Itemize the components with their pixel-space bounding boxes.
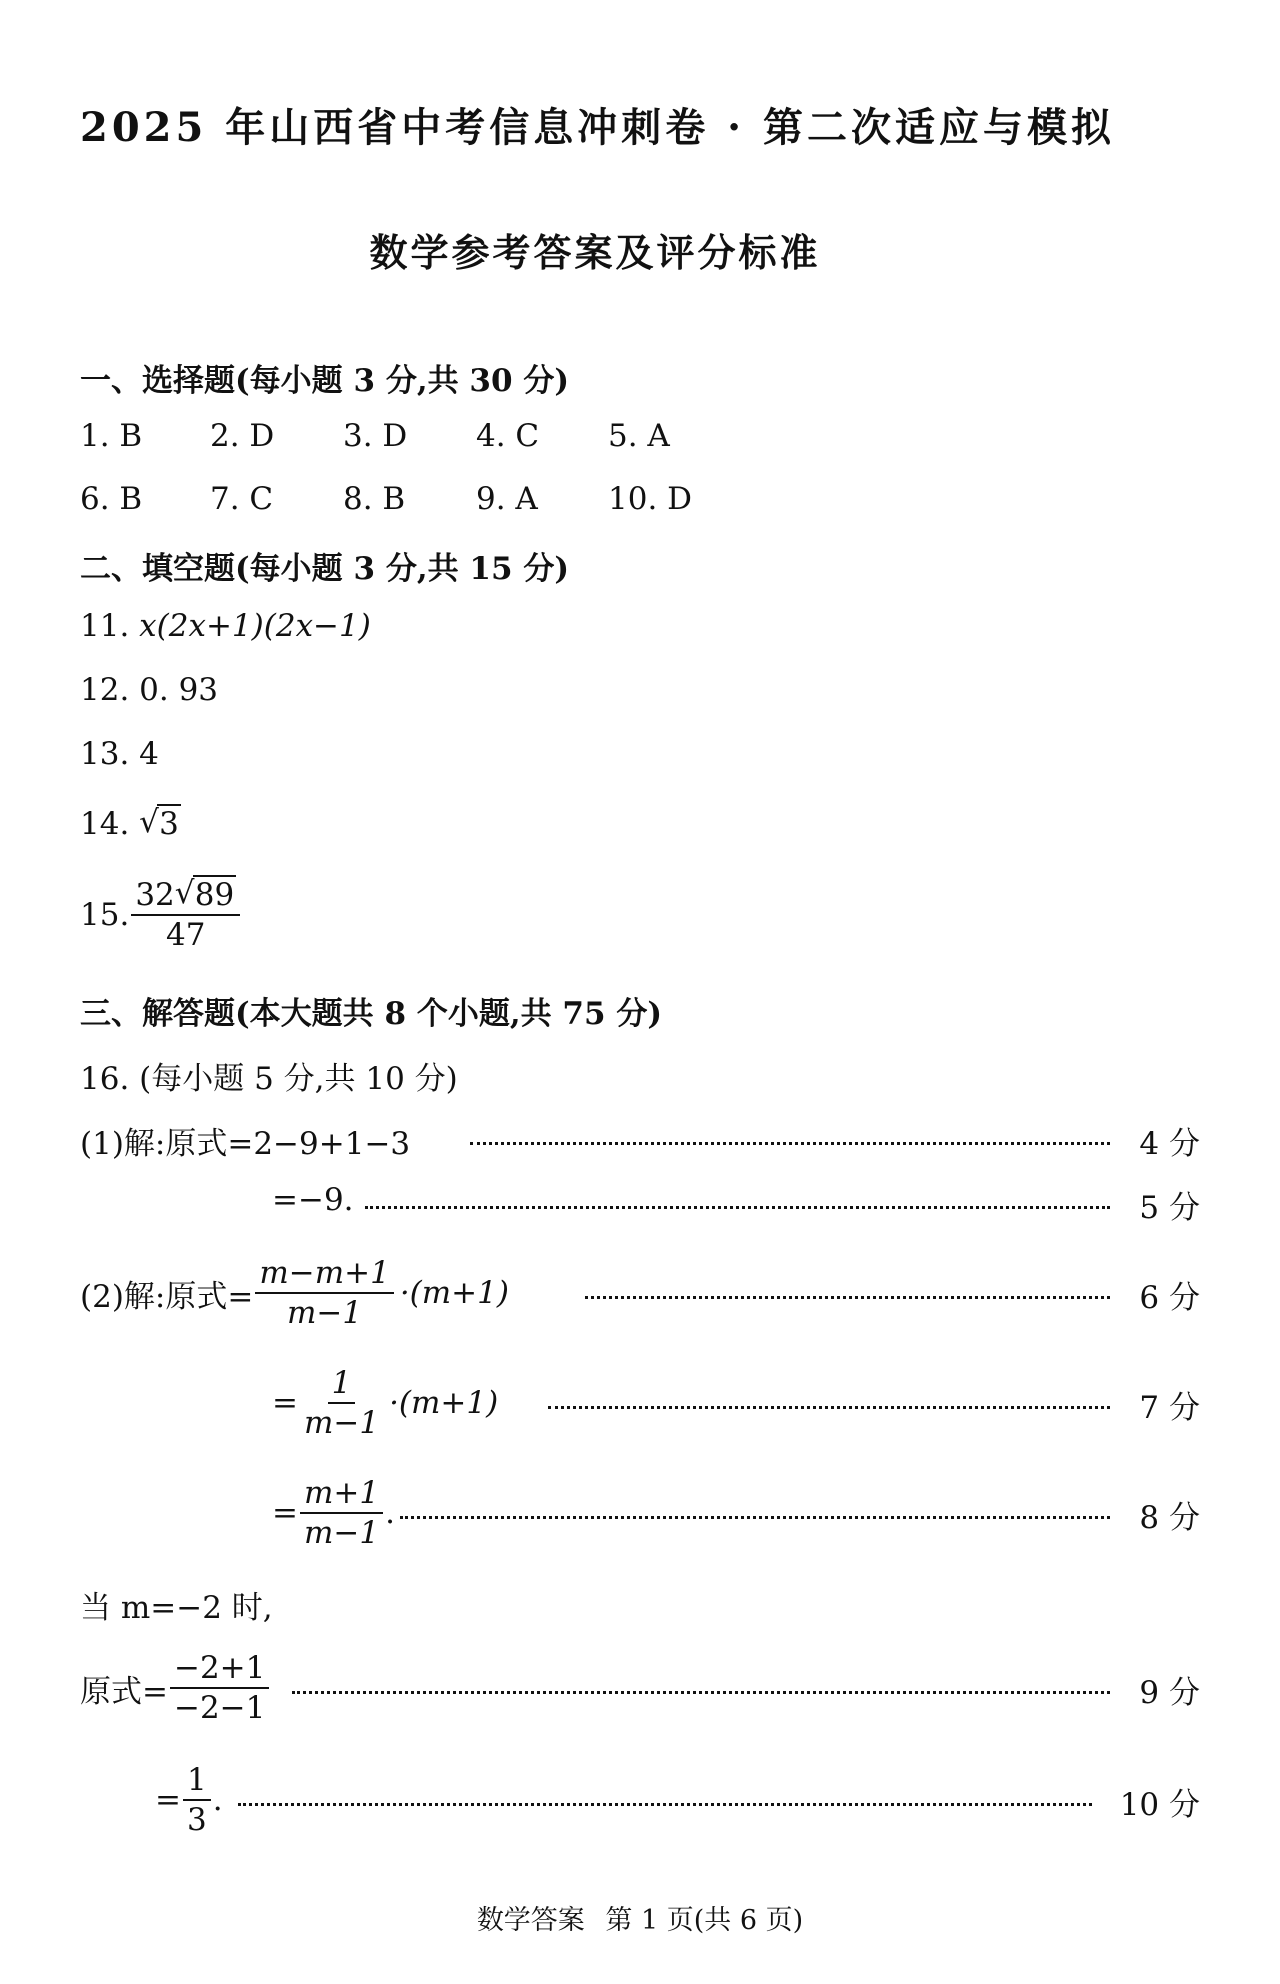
answer-6: 6. B [80, 481, 143, 517]
q16-part2-line1 [80, 1248, 509, 1338]
answer-1: 1. B [80, 418, 143, 454]
dotted-leader [238, 1803, 1092, 1808]
section-heading-fill: 二、填空题(每小题 3 分,共 15 分) [80, 551, 570, 587]
q16-part1-line1: (1)解:原式=2−9+1−3 [80, 1126, 411, 1162]
section-heading-solve: 三、解答题(本大题共 8 个小题,共 75 分) [80, 996, 663, 1032]
answer-11-value: x(2x+1)(2x−1) [139, 608, 371, 644]
q16-part2-line3 [272, 1468, 395, 1558]
period: . [212, 1782, 223, 1818]
answer-8: 8. B [343, 481, 406, 517]
denominator: −2−1 [173, 1690, 266, 1726]
answer-9: 9. A [476, 481, 538, 517]
denominator: 3 [186, 1802, 207, 1838]
numerator: m+1 [300, 1476, 383, 1514]
score-4: 4 分 [1139, 1126, 1200, 1162]
evaluation-line2 [155, 1755, 223, 1845]
multiply-term: ·(m+1) [389, 1385, 499, 1421]
dotted-leader [292, 1691, 1110, 1696]
question-16-heading: 16. (每小题 5 分,共 10 分) [80, 1061, 458, 1097]
answer-14-radicand: 3 [159, 806, 179, 842]
score-5: 5 分 [1139, 1190, 1200, 1226]
answer-3: 3. D [343, 418, 408, 454]
substitution-condition: 当 m=−2 时, [80, 1590, 273, 1626]
score-8: 8 分 [1139, 1500, 1200, 1536]
numerator: 1 [183, 1763, 211, 1801]
answer-15 [80, 878, 242, 952]
evaluation-line1 [80, 1643, 271, 1733]
fraction [183, 1763, 211, 1837]
sqrt-symbol [139, 806, 181, 842]
orig-prefix: 原式= [80, 1673, 168, 1710]
answer-11-label: 11. [80, 608, 130, 644]
equals-sign: = [155, 1782, 181, 1818]
answer-4: 4. C [476, 418, 540, 454]
answer-15-denominator: 47 [166, 917, 206, 954]
q16-part2-prefix: (2)解:原式= [80, 1278, 254, 1315]
q16-part1-line2: =−9. [272, 1182, 354, 1218]
fraction [300, 1366, 383, 1440]
answer-15-radicand: 89 [194, 877, 235, 913]
answer-7: 7. C [210, 481, 274, 517]
answer-14-label: 14. [80, 806, 130, 842]
footer-page-number: 第 1 页(共 6 页) [605, 1905, 804, 1936]
period: . [385, 1495, 395, 1531]
numerator: m−m+1 [255, 1256, 393, 1294]
q16-part2-line2 [272, 1358, 498, 1448]
answer-15-label: 15. [80, 897, 130, 934]
denominator: m−1 [303, 1405, 380, 1441]
score-9: 9 分 [1139, 1675, 1200, 1711]
dotted-leader [470, 1142, 1110, 1147]
answer-11 [80, 608, 371, 644]
answer-2: 2. D [210, 418, 275, 454]
fraction [255, 1256, 393, 1330]
score-7: 7 分 [1139, 1390, 1200, 1426]
section-heading-choice: 一、选择题(每小题 3 分,共 30 分) [80, 363, 570, 399]
sqrt-symbol [175, 878, 236, 912]
dotted-leader [585, 1296, 1110, 1301]
page-title: 2025 年山西省中考信息冲刺卷 · 第二次适应与模拟 [80, 104, 1116, 151]
denominator: m−1 [303, 1515, 380, 1551]
equals-sign: = [272, 1495, 298, 1531]
multiply-term: ·(m+1) [399, 1275, 509, 1311]
page-footer [0, 1898, 1280, 1937]
score-6: 6 分 [1139, 1280, 1200, 1316]
equals-sign: = [272, 1385, 298, 1421]
fraction [300, 1476, 383, 1550]
answer-10: 10. D [608, 481, 693, 517]
answer-5: 5. A [608, 418, 670, 454]
answer-15-fraction [131, 878, 240, 952]
answer-15-coef: 32 [135, 877, 175, 913]
numerator: −2+1 [170, 1651, 269, 1689]
answer-13: 13. 4 [80, 736, 159, 772]
answer-14 [80, 806, 181, 842]
fraction [170, 1651, 269, 1725]
dotted-leader [548, 1406, 1110, 1411]
dotted-leader [365, 1206, 1110, 1211]
denominator: m−1 [287, 1295, 363, 1331]
numerator: 1 [328, 1366, 356, 1404]
page-subtitle: 数学参考答案及评分标准 [369, 230, 821, 275]
dotted-leader [400, 1516, 1110, 1521]
answer-12: 12. 0. 93 [80, 672, 219, 708]
footer-subject: 数学答案 [476, 1905, 585, 1936]
score-10: 10 分 [1119, 1787, 1200, 1823]
